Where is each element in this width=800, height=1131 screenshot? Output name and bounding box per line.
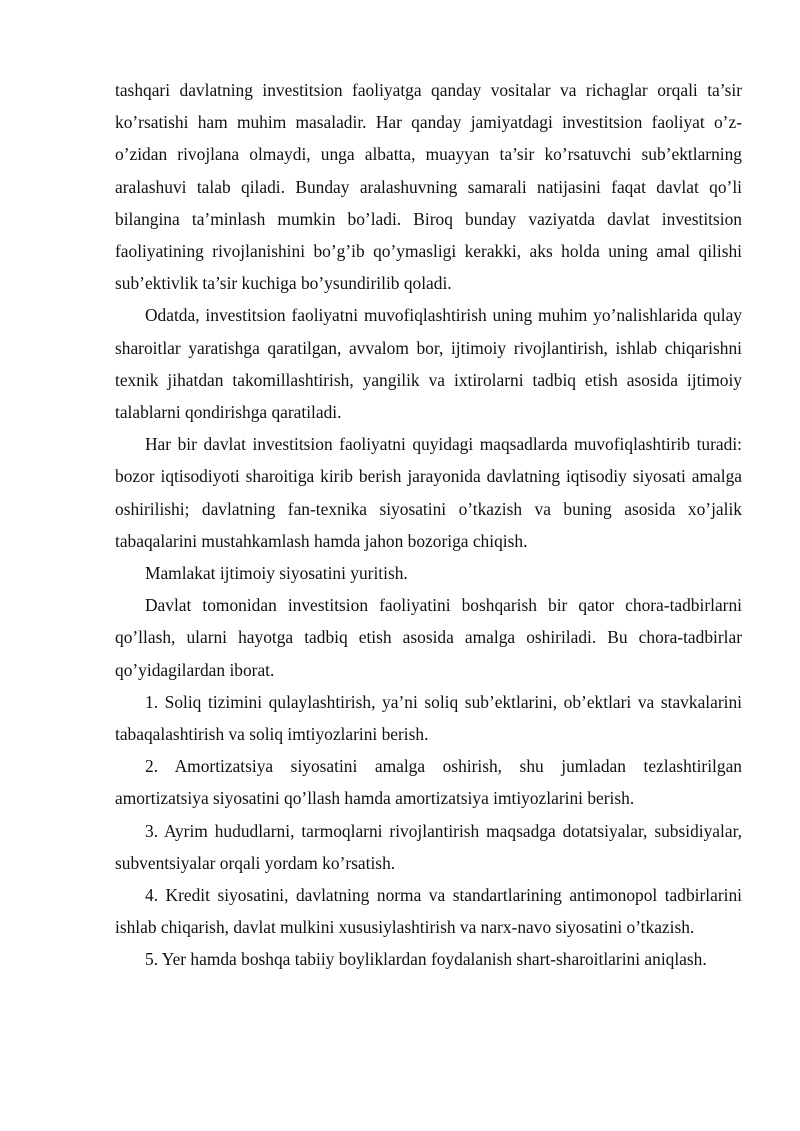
- paragraph-5: Davlat tomonidan investitsion faoliyatini boshqarish bir qator chora-tadbirlarni qo’llash, ularni hayotga tadbiq etish asosida amalga oshiriladi. Bu chora-tadbirlar qo’yidagilardan iborat.: [115, 595, 742, 680]
- paragraph-3: Har bir davlat investitsion faoliyatni quyidagi maqsadlarda muvofiqlashtirib turadi: bozor iqtisodiyoti sharoitiga kirib berish jarayonida davlatning iqtisodiy siyosati amalga oshirilishi; davlatning fan-texnika siyosatini o’tkazish va buning asosida xo’jalik tabaqalarini mustahkamlash hamda jahon bozoriga chiqish.: [115, 434, 742, 551]
- list-item-number: 2.: [145, 756, 159, 777]
- list-item-2: [115, 750, 742, 814]
- list-item-number: 5.: [145, 949, 159, 970]
- paragraph-1: tashqari davlatning investitsion faoliyatga qanday vositalar va richaglar orqali ta’sir ko’rsatishi ham muhim masaladir. Har qanday jamiyatdagi investitsion faoliyat o’z-o’zidan rivojlana olmaydi, unga albatta, muayyan ta’sir ko’rsatuvchi sub’ektlarning aralashuvi talab qiladi. Bunday aralashuvning samarali natijasini faqat davlat qo’li bilangina ta’minlash mumkin bo’ladi. Biroq bunday vaziyatda davlat investitsion faoliyatining rivojlanishini bo’g’ib qo’ymasligi kerakki, aks holda uning amal qilishi sub’ektivlik ta’sir kuchiga bo’ysundirilib qoladi.: [115, 80, 742, 294]
- list-item-text: Kredit siyosatini, davlatning norma va standartlarining antimonopol tadbirlarini ishlab chiqarish, davlat mulkini xususiylashtirish va narx-navo siyosatini o’tkazish.: [115, 885, 742, 938]
- paragraph-2: Odatda, investitsion faoliyatni muvofiqlashtirish uning muhim yo’nalishlarida qulay sharoitlar yaratishga qaratilgan, avvalom bor, ijtimoiy rivojlantirish, ishlab chiqarishni texnik jihatdan takomillashtirish, yangilik va ixtirolarni tadbiq etish asosida ijtimoiy talablarni qondirishga qaratiladi.: [115, 305, 742, 423]
- document-page: [115, 74, 742, 976]
- list-item-text: Soliq tizimini qulaylashtirish, ya’ni soliq sub’ektlarini, ob’ektlari va stavkalarini tabaqalashtirish va soliq imtiyozlarini berish.: [115, 691, 742, 745]
- list-item-number: 4.: [145, 885, 159, 906]
- list-item-text: Amortizatsiya siyosatini amalga oshirish, shu jumladan tezlashtirilgan amortizatsiya siyosatini qo’llash hamda amortizatsiya imtiyozlarini berish.: [115, 756, 742, 809]
- paragraph-4: Mamlakat ijtimoiy siyosatini yuritish.: [145, 563, 408, 584]
- list-item-text: Yer hamda boshqa tabiiy boyliklardan foydalanish shart-sharoitlarini aniqlash.: [161, 949, 707, 970]
- list-item-5: [115, 943, 742, 975]
- list-item-1: [115, 686, 742, 750]
- list-item-3: [115, 815, 742, 879]
- list-item-text: Ayrim hududlarni, tarmoqlarni rivojlantirish maqsadga dotatsiyalar, subsidiyalar, subventsiyalar orqali yordam ko’rsatish.: [115, 820, 743, 873]
- list-item-number: 3.: [145, 820, 159, 841]
- list-item-4: [115, 879, 742, 943]
- list-item-number: 1.: [145, 691, 159, 712]
